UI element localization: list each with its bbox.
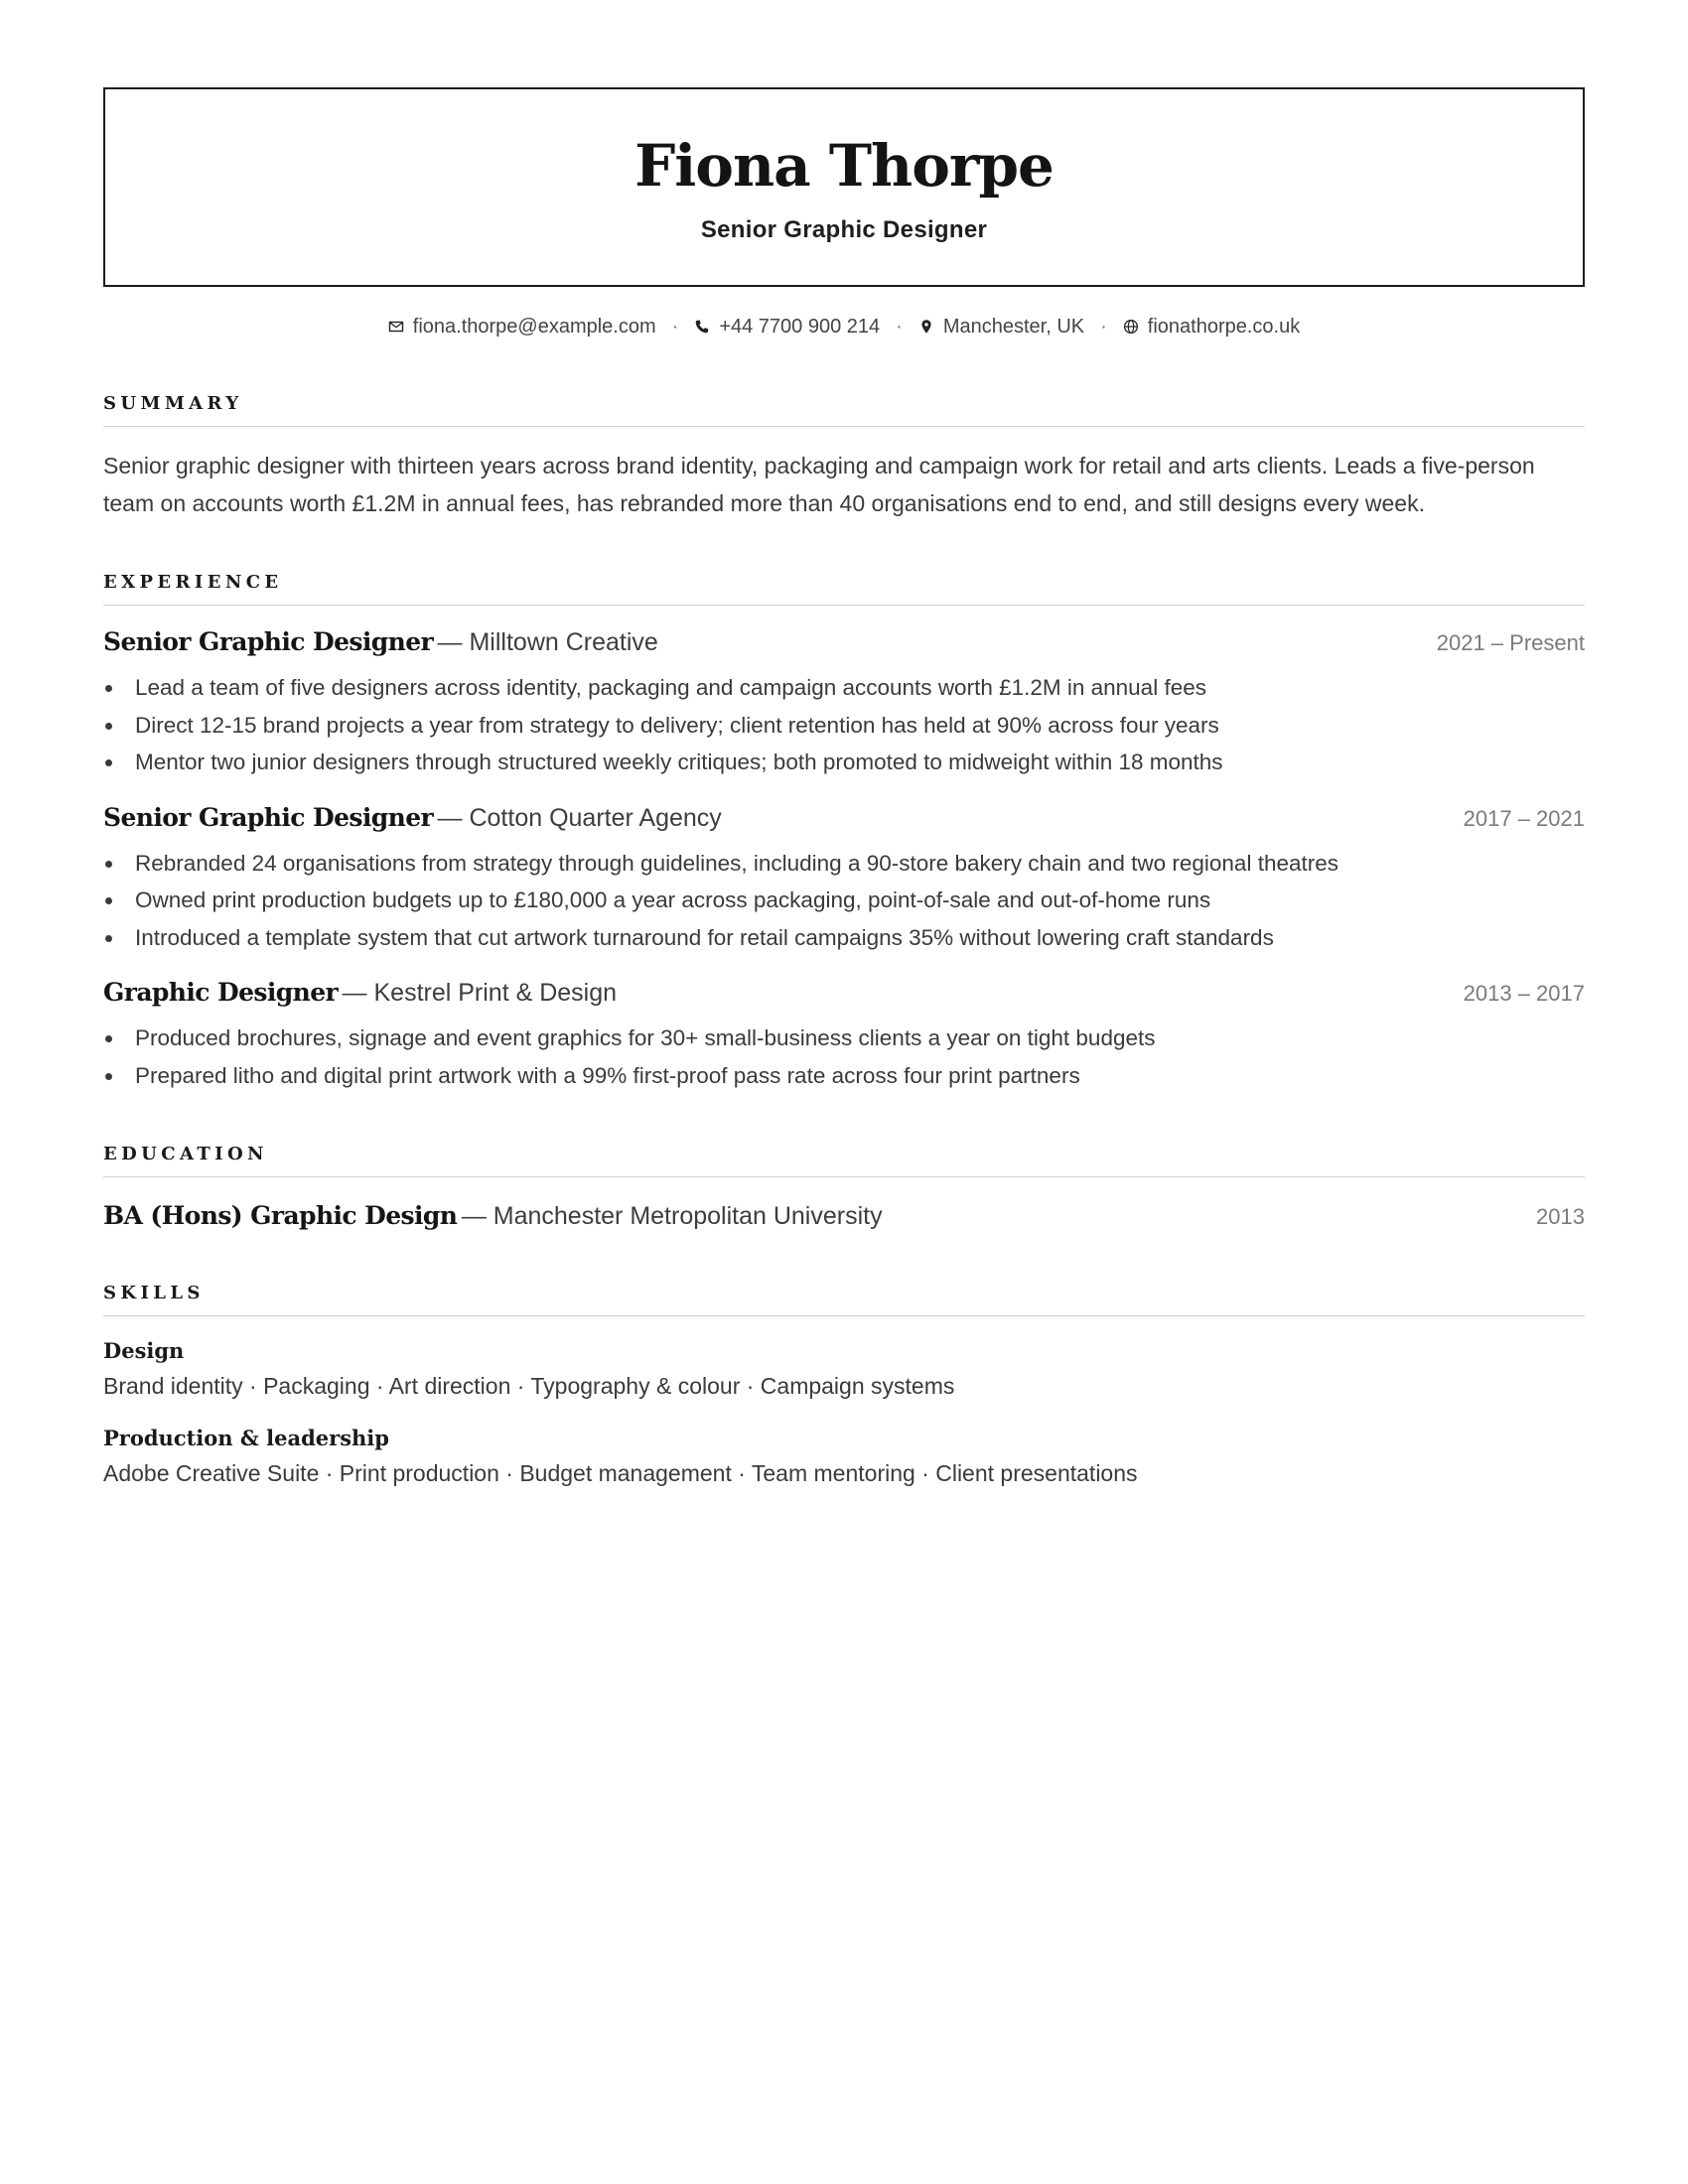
job-header <box>103 627 1585 657</box>
skills-section <box>103 1283 1585 1487</box>
job-dates: 2021 – Present <box>1436 630 1585 655</box>
skill-group <box>103 1426 1585 1487</box>
job-header <box>103 978 1585 1008</box>
contact-separator: · <box>896 315 903 338</box>
education-school: — Manchester Metropolitan University <box>461 1202 883 1230</box>
summary-section <box>103 393 1585 522</box>
job-entry <box>103 978 1585 1094</box>
job-bullet: Rebranded 24 organisations from strategy through guidelines, including a 90-store bakery chain and two regional theatres <box>103 845 1585 883</box>
contact-location <box>918 316 1084 339</box>
job-dates: 2013 – 2017 <box>1463 981 1585 1006</box>
education-entry <box>103 1201 1585 1231</box>
job-entry <box>103 803 1585 957</box>
contact-bar <box>103 312 1585 341</box>
contact-separator: · <box>1100 315 1107 338</box>
job-title: Graphic Designer <box>103 978 339 1007</box>
section-title-education: EDUCATION <box>103 1144 1585 1177</box>
job-bullet: Owned print production budgets up to £180,000 a year across packaging, point-of-sale and out-of-home runs <box>103 882 1585 919</box>
skill-group <box>103 1338 1585 1400</box>
job-bullet: Mentor two junior designers through structured weekly critiques; both promoted to midweight within 18 months <box>103 744 1585 781</box>
job-bullet: Prepared litho and digital print artwork with a 99% first-proof pass rate across four print partners <box>103 1057 1585 1095</box>
contact-website-text: fionathorpe.co.uk <box>1147 315 1301 338</box>
summary-text: Senior graphic designer with thirteen years across brand identity, packaging and campaign work for retail and arts clients. Leads a five-person team on accounts worth £1.2M in annual fees, has rebranded more than 40 organisations end to end, and still designs every week. <box>103 453 1535 516</box>
section-title-experience: EXPERIENCE <box>103 572 1585 606</box>
phone-icon <box>694 319 710 335</box>
education-section <box>103 1144 1585 1231</box>
education-heading <box>103 1201 883 1231</box>
job-heading <box>103 978 617 1008</box>
job-bullet: Direct 12-15 brand projects a year from strategy to delivery; client retention has held at 90% across four years <box>103 707 1585 745</box>
job-organization: — Milltown Creative <box>437 628 658 656</box>
contact-email-text: fiona.thorpe@example.com <box>412 315 656 338</box>
education-year: 2013 <box>1536 1204 1585 1229</box>
skill-category: Design <box>103 1338 185 1363</box>
candidate-name: Fiona Thorpe <box>634 132 1054 200</box>
job-organization: — Kestrel Print & Design <box>342 979 618 1007</box>
contact-website[interactable] <box>1123 316 1300 339</box>
header-box <box>103 87 1585 287</box>
job-dates: 2017 – 2021 <box>1463 805 1585 831</box>
contact-separator: · <box>671 315 679 338</box>
job-title: Senior Graphic Designer <box>103 627 434 656</box>
contact-email[interactable] <box>388 316 656 339</box>
location-pin-icon <box>918 319 934 335</box>
contact-location-text: Manchester, UK <box>942 315 1085 338</box>
experience-section <box>103 572 1585 1094</box>
skill-list: Brand identity · Packaging · Art direction · Typography & colour · Campaign systems <box>103 1373 955 1399</box>
job-heading <box>103 627 658 657</box>
job-entry <box>103 627 1585 781</box>
contact-phone-text: +44 7700 900 214 <box>719 315 881 338</box>
mail-icon <box>388 319 404 335</box>
contact-phone[interactable] <box>694 316 880 339</box>
job-title: Senior Graphic Designer <box>103 802 434 832</box>
job-bullet: Produced brochures, signage and event graphics for 30+ small-business clients a year on tight budgets <box>103 1020 1585 1057</box>
job-bullet: Introduced a template system that cut artwork turnaround for retail campaigns 35% without lowering craft standards <box>103 919 1585 957</box>
section-title-skills: SKILLS <box>103 1283 1585 1316</box>
section-title-summary: SUMMARY <box>103 393 1585 427</box>
job-bullets <box>103 845 1585 957</box>
skill-category: Production & leadership <box>103 1426 389 1450</box>
job-bullet: Lead a team of five designers across identity, packaging and campaign accounts worth £1.2M in annual fees <box>103 669 1585 707</box>
job-organization: — Cotton Quarter Agency <box>437 803 722 832</box>
globe-icon <box>1123 319 1139 335</box>
candidate-headline: Senior Graphic Designer <box>700 216 988 243</box>
resume-page <box>103 87 1585 1487</box>
job-bullets <box>103 1020 1585 1094</box>
job-bullets <box>103 669 1585 781</box>
skill-list: Adobe Creative Suite · Print production · Budget management · Team mentoring · Client presentations <box>103 1460 1138 1486</box>
job-header <box>103 803 1585 833</box>
job-heading <box>103 803 722 833</box>
education-degree: BA (Hons) Graphic Design <box>103 1201 458 1230</box>
